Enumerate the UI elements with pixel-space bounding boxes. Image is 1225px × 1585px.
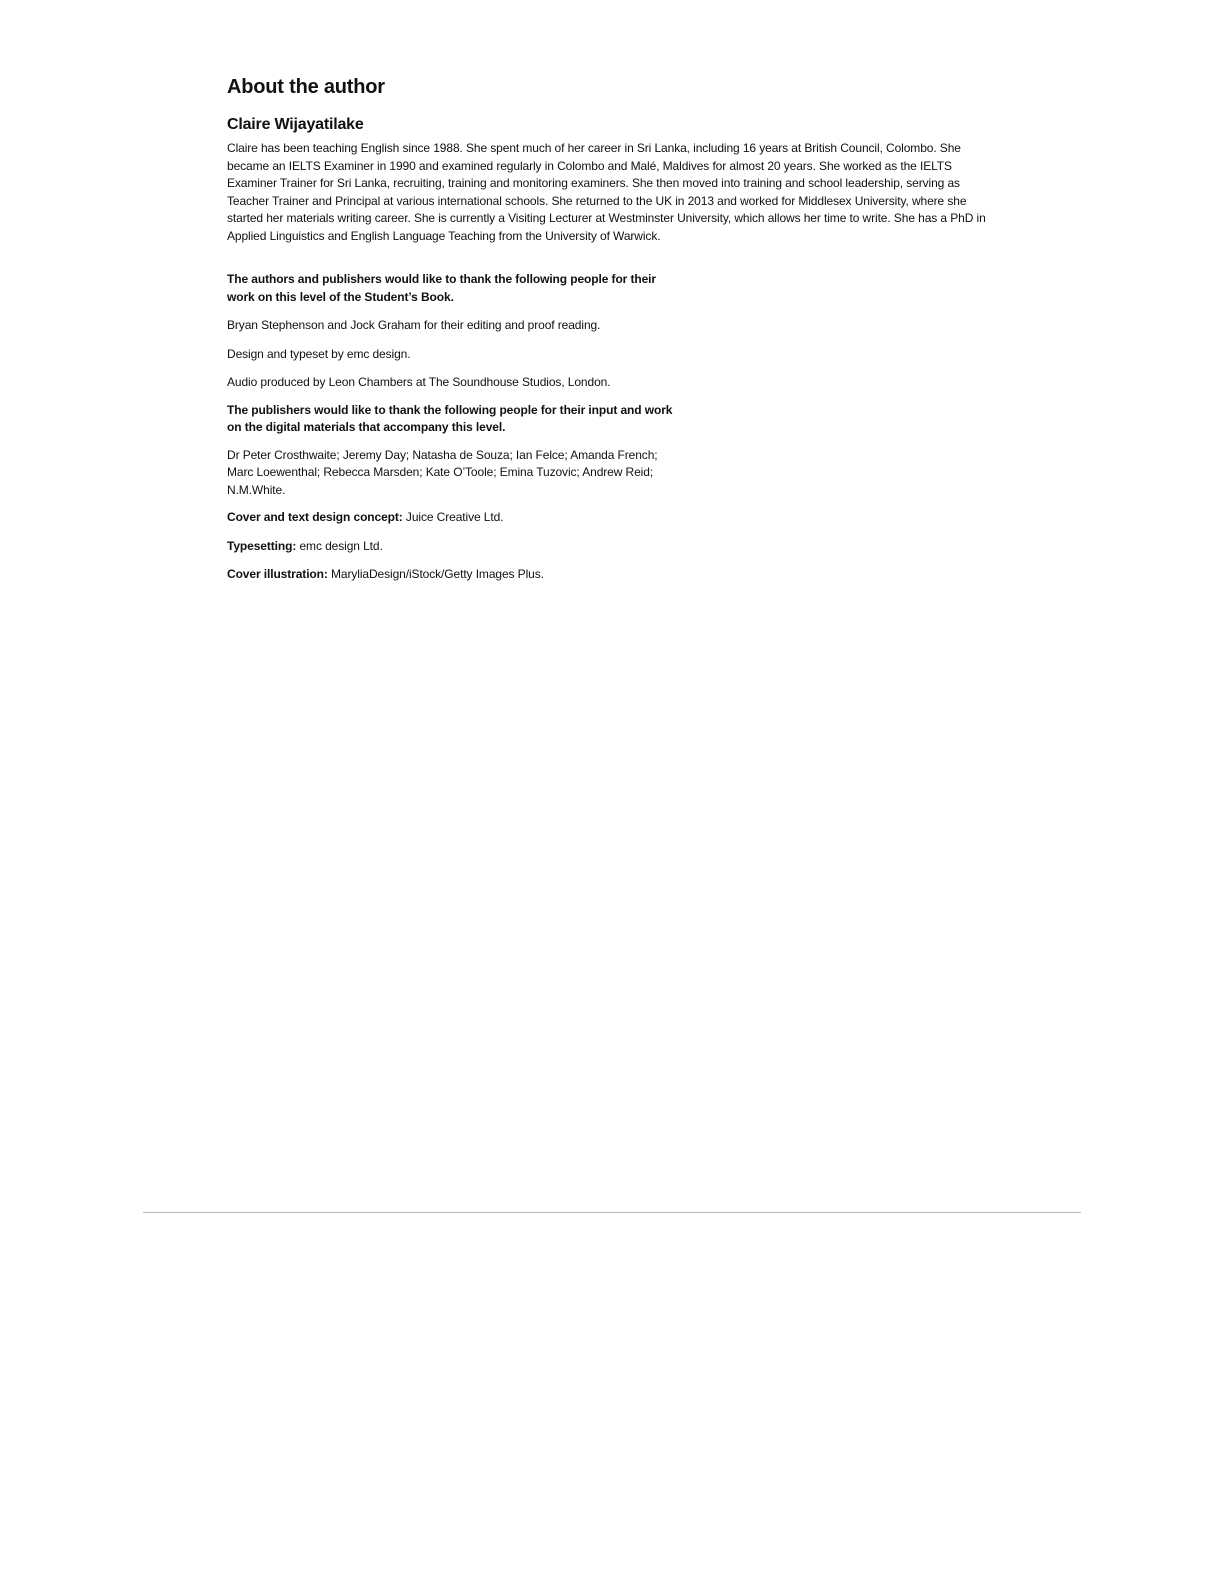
page-content [227,74,1002,584]
typesetting-value: emc design Ltd. [296,538,383,553]
page-divider [143,1212,1081,1213]
cover-design-value: Juice Creative Ltd. [402,510,504,524]
typesetting-credit [227,538,677,556]
cover-design-credit [227,509,677,527]
editing-credit: Bryan Stephenson and Jock Graham for their editing and proof reading. [227,318,601,332]
thanks-heading: The authors and publishers would like to thank the following people for their work on this level of the Student’s Book. [227,272,656,304]
page-heading: About the author [227,76,385,98]
author-bio: Claire has been teaching English since 1988. She spent much of her career in Sri Lanka, including 16 years at British Council, Colombo. She became an IELTS Examiner in 1990 and examined regularly in Colombo and Malé, Maldives for almost 20 years. She worked as the IELTS Examiner Trainer for Sri Lanka, recruiting, training and monitoring examiners. She then moved into training and school leadership, serving as Teacher Trainer and Principal at various international schools. She returned to the UK in 2013 and worked for Middlesex University, where she started her materials writing career. She is currently a Visiting Lecturer at Westminster University, which allows her time to write. She has a PhD in Applied Linguistics and English Language Teaching from the University of Warwick. [227,141,986,243]
digital-heading: The publishers would like to thank the following people for their input and work on the digital materials that accompany this level. [227,402,673,434]
digital-people: Dr Peter Crosthwaite; Jeremy Day; Natasha de Souza; Ian Felce; Amanda French; Marc Loewenthal; Rebecca Marsden; Kate O’Toole; Emina Tuzovic; Andrew Reid; N.M.White. [227,447,658,497]
design-credit: Design and typeset by emc design. [227,346,411,361]
cover-illustration-label: Cover illustration: [227,567,328,581]
audio-credit: Audio produced by Leon Chambers at The Soundhouse Studios, London. [227,375,611,389]
author-name: Claire Wijayatilake [227,116,364,133]
typesetting-label: Typesetting: [227,538,297,553]
cover-illustration-value: MaryliaDesign/iStock/Getty Images Plus. [327,567,544,581]
acknowledgements-section [227,271,677,584]
cover-illustration-credit [227,566,677,584]
cover-design-label: Cover and text design concept: [227,510,403,524]
